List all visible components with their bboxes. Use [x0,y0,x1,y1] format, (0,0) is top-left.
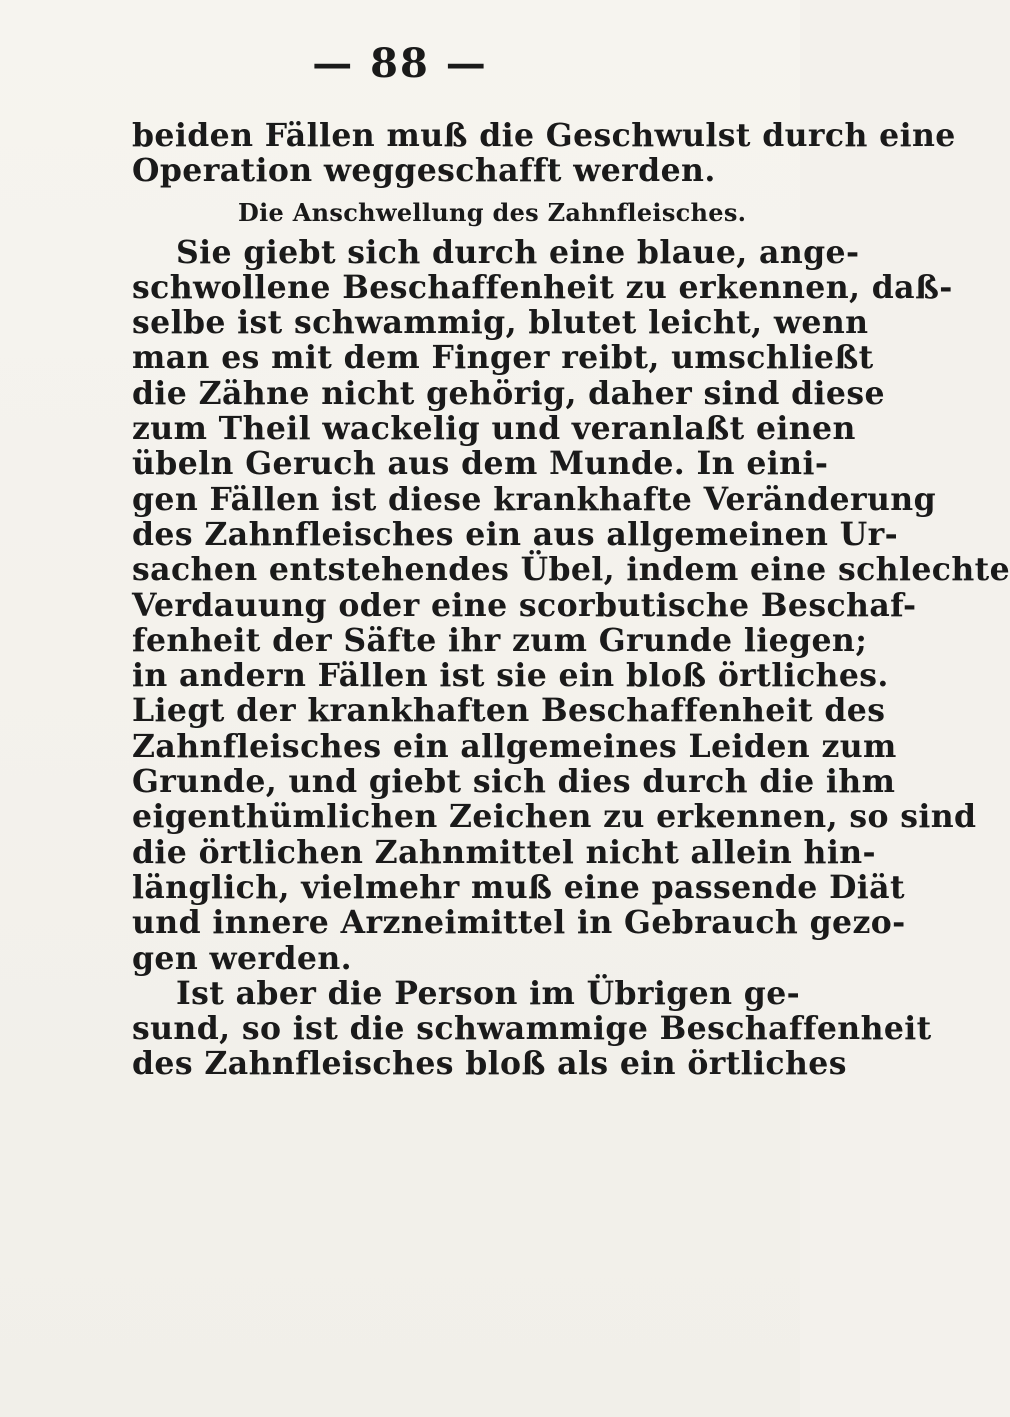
text-line: eigenthümlichen Zeichen zu erkennen, so sind [132,798,977,836]
text-line: gen Fällen ist diese krankhafte Veränderung [132,480,936,518]
text-line: Liegt der krankhaften Beschaffenheit des [132,692,886,730]
text-line: zum Theil wackelig und veranlaßt einen [132,410,856,448]
text-line: die örtlichen Zahnmittel nicht allein hin- [132,833,876,871]
text-line: Grunde, und giebt sich dies durch die ihm [132,763,896,801]
text-line: Zahnfleisches ein allgemeines Leiden zum [132,727,897,765]
text-line: selbe ist schwammig, blutet leicht, wenn [132,304,869,342]
text-line: beiden Fällen muß die Geschwulst durch eine [132,117,956,154]
text-line: Operation weggeschafft werden. [132,152,716,190]
text-line: Ist aber die Person im Übrigen ge- [176,974,801,1012]
text-line: in andern Fällen ist sie ein bloß örtliches. [132,657,889,695]
text-line: Sie giebt sich durch eine blaue, ange- [176,233,860,271]
text-line: Verdauung oder eine scorbutische Beschaf- [132,586,917,624]
text-line: des Zahnfleisches ein aus allgemeinen Ur- [132,515,899,553]
body-text [132,117,1010,1083]
paragraph [132,974,932,1083]
page-number: — 88 — [312,40,488,87]
text-line: des Zahnfleisches bloß als ein örtliches [132,1045,847,1083]
text-line: sachen entstehendes Übel, indem eine schlechte [132,551,1010,589]
text-line: und innere Arzneimittel in Gebrauch gezo- [132,904,906,942]
section-heading: Die Anschwellung des Zahnfleisches. [238,197,747,227]
text-line: schwollene Beschaffenheit zu erkennen, daß- [132,268,953,306]
text-line: sund, so ist die schwammige Beschaffenheit [132,1010,932,1048]
text-line: fenheit der Säfte ihr zum Grunde liegen; [132,621,868,659]
text-line: man es mit dem Finger reibt, umschließt [132,339,874,377]
paragraph [132,233,1010,977]
text-line: übeln Geruch aus dem Munde. In eini- [132,445,829,483]
text-line: gen werden. [132,939,353,977]
text-line: die Zähne nicht gehörig, daher sind diese [132,374,885,412]
text-line: länglich, vielmehr muß eine passende Diät [132,868,905,906]
